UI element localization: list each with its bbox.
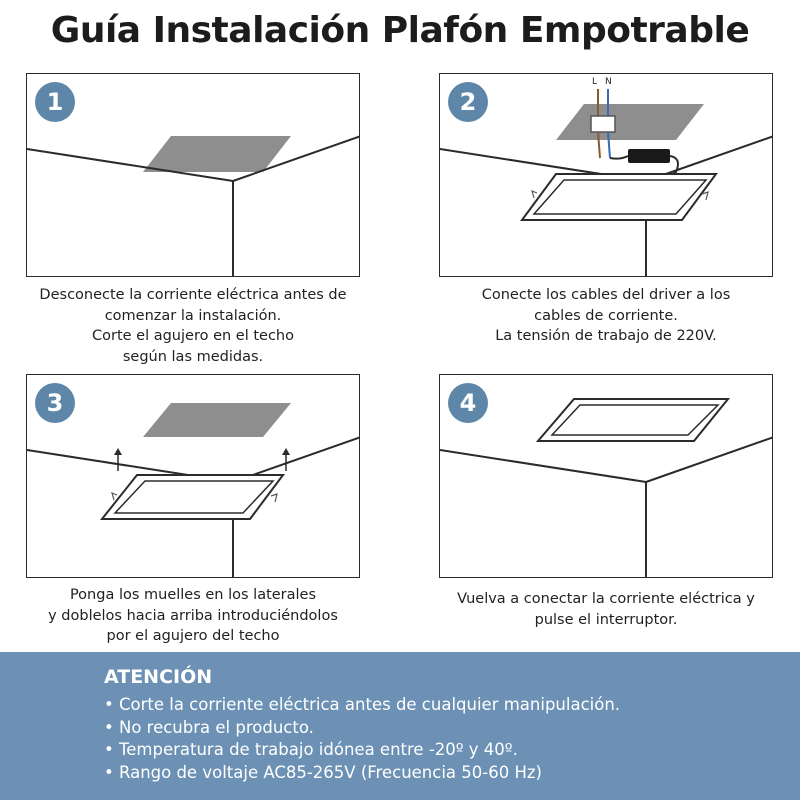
- ceiling-hole: [143, 136, 291, 172]
- attention-item: • No recubra el producto.: [104, 717, 314, 737]
- step-3-badge: 3: [35, 383, 75, 423]
- caption-line: Corte el agujero en el techo: [91, 328, 294, 344]
- step-2-illustration: [440, 74, 773, 277]
- step-2-panel: [439, 73, 773, 277]
- caption-line: pulse el interruptor.: [534, 611, 678, 628]
- caption-line: Vuelva a conectar la corriente eléctrica y: [457, 591, 755, 607]
- wire-label-l: L: [592, 77, 598, 87]
- step-1-caption: [0, 285, 386, 367]
- terminal-block: [591, 116, 615, 132]
- caption-line: cables de corriente.: [534, 307, 678, 324]
- caption-line: según las medidas.: [122, 348, 264, 365]
- step-4-panel: [439, 374, 773, 578]
- ceiling-edge-right: [646, 437, 773, 482]
- step-1-panel: [26, 73, 360, 277]
- attention-list: [104, 694, 620, 784]
- spring-clip: [532, 191, 537, 198]
- attention-item: • Temperatura de trabajo idónea entre -20º y 40º.: [104, 740, 518, 759]
- caption-line: y doblelos hacia arriba introduciéndolos: [48, 607, 338, 624]
- caption-line: por el agujero del techo: [106, 628, 280, 644]
- arrow-left-head: [114, 448, 122, 455]
- ceiling-edge-left: [440, 450, 646, 482]
- spring-clip: [702, 192, 708, 200]
- driver-box: [628, 149, 670, 163]
- step-2-caption: [413, 285, 799, 347]
- step-3-caption: [0, 585, 386, 647]
- spring-clip: [271, 494, 277, 502]
- attention-item: • Corte la corriente eléctrica antes de cualquier manipulación.: [104, 695, 621, 714]
- wire-label-n: N: [605, 77, 612, 87]
- step-4-caption: [413, 589, 799, 630]
- ceiling-hole: [556, 104, 704, 140]
- arrow-right-head: [282, 448, 290, 455]
- driver-cable-in: [610, 156, 628, 159]
- ceiling-hole: [143, 403, 291, 437]
- page-title: Guía Instalación Plafón Empotrable: [50, 10, 750, 51]
- step-3-illustration: [27, 375, 360, 578]
- step-4-badge: 4: [448, 383, 488, 423]
- caption-line: Desconecte la corriente eléctrica antes de: [39, 287, 347, 303]
- step-2-badge: 2: [448, 82, 488, 122]
- caption-line: La tensión de trabajo de 220V.: [495, 328, 717, 344]
- attention-item: • Rango de voltaje AC85-265V (Frecuencia 50-60 Hz): [104, 762, 542, 782]
- caption-line: Conecte los cables del driver a los: [481, 287, 731, 303]
- panel-light-outer: [522, 174, 716, 220]
- step-1-badge: 1: [35, 82, 75, 122]
- attention-heading: ATENCIÓN: [104, 666, 213, 688]
- step-1-illustration: [27, 74, 360, 277]
- step-4-illustration: [440, 375, 773, 578]
- caption-line: comenzar la instalación.: [104, 307, 282, 324]
- spring-clip: [112, 493, 117, 500]
- step-3-panel: [26, 374, 360, 578]
- attention-box: [0, 652, 800, 800]
- caption-line: Ponga los muelles en los laterales: [69, 587, 317, 603]
